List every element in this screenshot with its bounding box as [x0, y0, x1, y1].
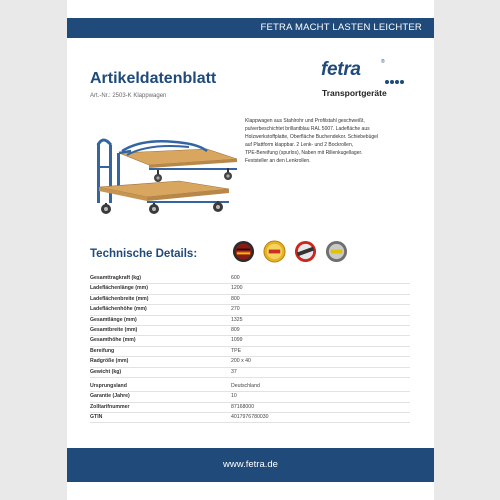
table-row [90, 274, 410, 284]
spec-value: Deutschland [231, 382, 260, 389]
guarantee-seal-icon [263, 240, 286, 263]
spec-label: Ladeflächenbreite (mm) [90, 295, 149, 302]
spec-value: 800 [231, 295, 240, 302]
made-in-germany-seal-icon [232, 240, 255, 263]
technical-details-heading: Technische Details: [90, 248, 198, 260]
spec-value: 1200 [231, 285, 243, 292]
tpe-wheel-seal-icon [325, 240, 348, 263]
logo-dots-icon [385, 71, 407, 77]
spec-label: Ursprungsland [90, 382, 127, 389]
spec-label: GTIN [90, 414, 103, 421]
table-row [90, 336, 410, 346]
datasheet-page [67, 0, 434, 500]
spec-label: Gesamthöhe (mm) [90, 337, 136, 344]
spec-label: Gesamttragkraft (kg) [90, 275, 142, 281]
table-row [90, 413, 410, 423]
spec-label: Radgröße (mm) [90, 358, 129, 365]
specs-table [90, 274, 410, 423]
table-row [90, 357, 410, 367]
spec-label: Gesamtlänge (mm) [90, 316, 137, 323]
spec-value: 809 [231, 326, 240, 333]
quality-badges [232, 240, 352, 264]
spec-value: 1099 [231, 337, 243, 344]
fetra-logo [321, 59, 406, 103]
folding-trolley-image [89, 115, 239, 215]
spec-value: TPE [231, 347, 242, 354]
spec-value: 270 [231, 306, 240, 313]
table-row [90, 326, 410, 336]
table-row [90, 382, 410, 392]
registered-mark: ® [381, 59, 385, 65]
page-title: Artikeldatenblatt [90, 70, 217, 87]
spec-label: Bereifung [90, 347, 115, 354]
spec-value: 10 [231, 393, 237, 400]
article-number: Art.-Nr.: 2503-K Klappwagen [90, 93, 167, 99]
spec-label: Ladeflächenhöhe (mm) [90, 306, 147, 313]
description-line: pulverbeschichtet brillantblau RAL 5007. Ladefläche aus [245, 126, 370, 132]
spec-value: 200 x 40 [231, 358, 251, 365]
table-row [90, 284, 410, 294]
spec-value: 37 [231, 368, 237, 375]
spec-label: Gesamtbreite (mm) [90, 326, 138, 333]
spec-label: Zolltarifnummer [90, 403, 130, 410]
spec-label: Garantie (Jahre) [90, 393, 130, 400]
table-row [90, 316, 410, 326]
table-row [90, 403, 410, 413]
description-line: TPE-Bereifung (spurlos), Naben mit Rillenkugellager. [245, 150, 363, 156]
logo-tagline: Transportgeräte [322, 88, 387, 98]
table-row [90, 368, 410, 378]
banner-slogan: FETRA MACHT LASTEN LEICHTER [260, 22, 422, 33]
description-line: Feststeller an den Lenkrollen. [245, 158, 311, 164]
product-description [245, 117, 415, 165]
footer-url-link[interactable]: www.fetra.de [223, 459, 278, 470]
spec-label: Gewicht (kg) [90, 368, 122, 375]
spec-value: 87168000 [231, 403, 255, 410]
table-row [90, 295, 410, 305]
table-row [90, 347, 410, 357]
spec-value: 1325 [231, 316, 243, 323]
description-line: Holzwerkstoffplatte, Oberfläche Buchendekor. Schiebebügel [245, 134, 379, 140]
table-row [90, 305, 410, 315]
top-banner [67, 18, 434, 38]
spec-value: 600 [231, 275, 240, 281]
spec-label: Ladeflächenlänge (mm) [90, 285, 148, 292]
logo-wordmark: fetra [321, 59, 361, 80]
footer-bar [67, 448, 434, 482]
description-line: auf Plattform klappbar. 2 Lenk- und 2 Bockrollen, [245, 142, 354, 148]
totalstop-seal-icon [294, 240, 317, 263]
table-row [90, 392, 410, 402]
description-line: Klappwagen aus Stahlrohr und Profilstahl geschweißt, [245, 118, 365, 124]
spec-value: 4017976780030 [231, 414, 269, 421]
